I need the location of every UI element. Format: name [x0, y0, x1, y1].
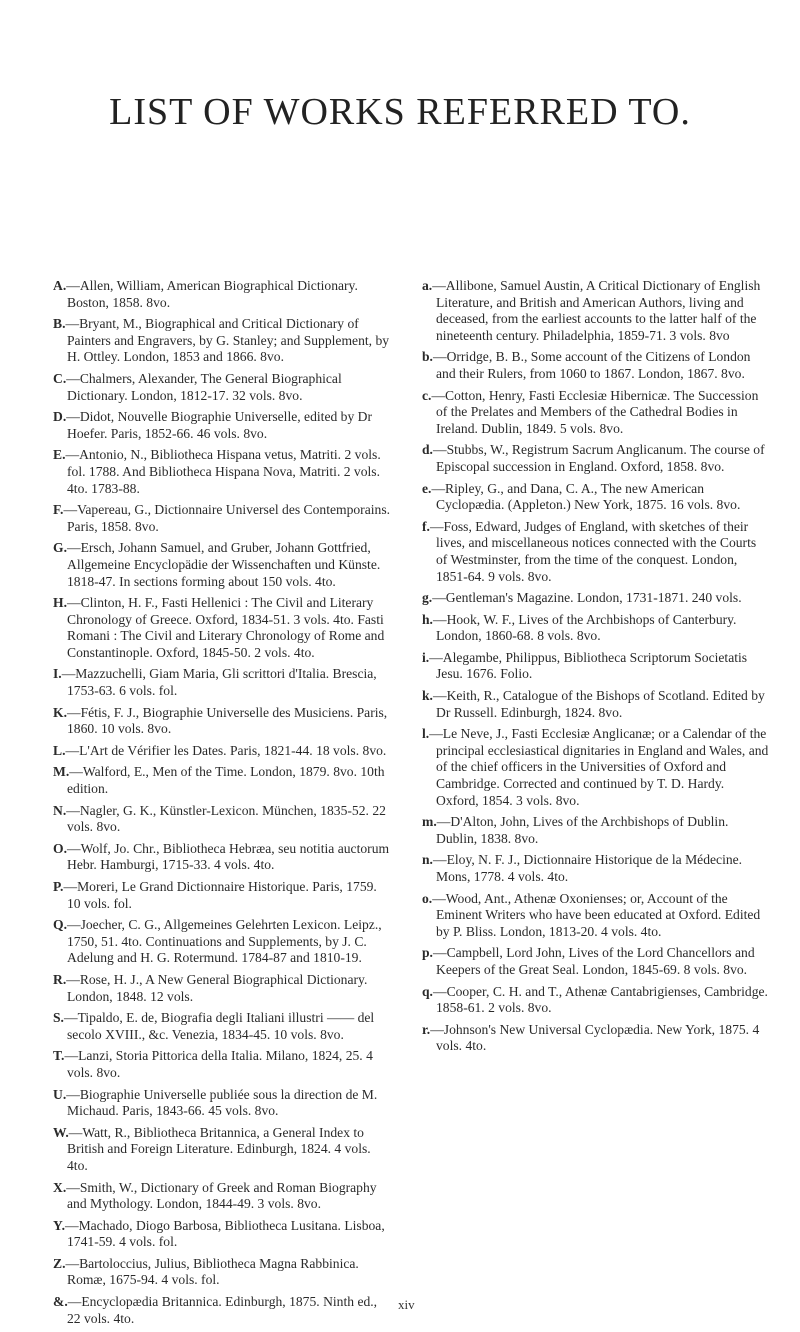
reference-key: W.: [53, 1124, 69, 1140]
reference-key: S.: [53, 1010, 64, 1026]
reference-text: —Keith, R., Catalogue of the Bishops of Scotland. Edited by Dr Russell. Edinburgh, 1824. 8vo.: [432, 688, 765, 720]
reference-entry: [422, 442, 770, 475]
reference-key: D.: [53, 409, 67, 425]
reference-entry: [53, 1048, 393, 1081]
reference-entry: [53, 1256, 393, 1289]
reference-key: p.: [422, 945, 433, 961]
reference-key: U.: [53, 1086, 67, 1102]
reference-text: —Nagler, G. K., Künstler-Lexicon. München, 1835-52. 22 vols. 8vo.: [66, 802, 386, 835]
reference-entry: [422, 726, 770, 809]
reference-entry: [53, 502, 393, 535]
reference-text: —Hook, W. F., Lives of the Archbishops of Canterbury. London, 1860-68. 8 vols. 8vo.: [432, 611, 737, 644]
reference-key: b.: [422, 349, 433, 365]
reference-key: X.: [53, 1179, 67, 1195]
reference-entry: [53, 803, 393, 836]
reference-key: r.: [422, 1021, 431, 1037]
reference-entry: [422, 852, 770, 885]
reference-key: h.: [422, 611, 433, 627]
reference-key: &.: [53, 1294, 68, 1310]
reference-key: Y.: [53, 1217, 65, 1233]
reference-entry: [53, 540, 393, 590]
reference-text: —Moreri, Le Grand Dictionnaire Historique. Paris, 1759. 10 vols. fol.: [63, 879, 377, 911]
reference-entry: [422, 984, 770, 1017]
reference-key: M.: [53, 764, 70, 780]
reference-entry: [422, 388, 770, 438]
reference-key: I.: [53, 666, 62, 682]
reference-text: —Campbell, Lord John, Lives of the Lord Chancellors and Keepers of the Great Seal. London, 1845-69. 8 vols. 8vo.: [432, 945, 755, 977]
reference-text: —Joecher, C. G., Allgemeines Gelehrten Lexicon. Leipz., 1750, 51. 4to. Continuations and Supplements, by J. C. Adelung and H. G. Rotermund. 1784-87 and 1810-19.: [66, 917, 382, 966]
page-number: xiv: [398, 1297, 415, 1312]
reference-text: —Allen, William, American Biographical Dictionary. Boston, 1858. 8vo.: [66, 278, 358, 310]
reference-entry: [53, 316, 393, 366]
reference-text: —Chalmers, Alexander, The General Biographical Dictionary. London, 1812-17. 32 vols. 8vo.: [66, 370, 342, 403]
reference-text: —Walford, E., Men of the Time. London, 1879. 8vo. 10th edition.: [67, 764, 385, 797]
reference-key: e.: [422, 480, 432, 496]
reference-key: G.: [53, 540, 67, 556]
reference-text: —Ersch, Johann Samuel, and Gruber, Johann Gottfried, Allgemeine Encyclopädie der Wissenchaften und Künste. 1818-47. In sections forming about 150 vols. 4to.: [66, 540, 381, 589]
reference-entry: [422, 481, 770, 514]
reference-entry: [422, 349, 770, 382]
reference-key: C.: [53, 370, 67, 386]
reference-entry: [53, 1010, 393, 1043]
reference-text: —Vapereau, G., Dictionnaire Universel des Contemporains. Paris, 1858. 8vo.: [63, 502, 391, 534]
reference-key: a.: [422, 278, 433, 293]
reference-text: —D'Alton, John, Lives of the Archbishops of Dublin. Dublin, 1838. 8vo.: [436, 814, 729, 846]
reference-text: —Le Neve, J., Fasti Ecclesiæ Anglicanæ; or a Calendar of the principal ecclesiastical dignitaries in England and Wales, and of the chief officers in the Universities of Oxford and Cambridge. Corrected and continued by T. D. Hardy. Oxford, 1854. 3 vols. 8vo.: [429, 726, 769, 808]
reference-entry: [422, 688, 770, 721]
reference-entry: [422, 650, 770, 683]
reference-entry: [422, 519, 770, 585]
reference-entry: [422, 814, 770, 847]
reference-entry: [53, 879, 393, 912]
reference-entry: [53, 917, 393, 967]
reference-key: i.: [422, 649, 430, 665]
reference-key: m.: [422, 814, 437, 830]
reference-key: k.: [422, 688, 433, 704]
reference-key: N.: [53, 802, 67, 818]
reference-text: —Johnson's New Universal Cyclopædia. New York, 1875. 4 vols. 4to.: [430, 1021, 760, 1054]
reference-entry: [422, 612, 770, 645]
left-column: [53, 278, 393, 1332]
reference-key: l.: [422, 726, 430, 742]
reference-key: Q.: [53, 917, 67, 933]
reference-key: H.: [53, 595, 67, 611]
reference-entry: [53, 1180, 393, 1213]
reference-text: —Biographie Universelle publiée sous la direction de M. Michaud. Paris, 1843-66. 45 vols. 8vo.: [66, 1086, 378, 1119]
reference-entry: [53, 666, 393, 699]
reference-entry: [53, 841, 393, 874]
reference-key: o.: [422, 890, 433, 906]
reference-entry: [422, 945, 770, 978]
reference-text: —Bartoloccius, Julius, Bibliotheca Magna Rabbinica. Romæ, 1675-94. 4 vols. fol.: [65, 1255, 359, 1288]
reference-text: —Bryant, M., Biographical and Critical Dictionary of Painters and Engravers, by G. Stanley; and Supplement, by H. Ottley. London, 1853 and 1866. 8vo.: [65, 316, 390, 365]
reference-text: —L'Art de Vérifier les Dates. Paris, 1821-44. 18 vols. 8vo.: [65, 742, 387, 758]
reference-entry: [53, 1125, 393, 1175]
reference-key: B.: [53, 316, 66, 332]
reference-entry: [53, 595, 393, 661]
reference-text: —Wolf, Jo. Chr., Bibliotheca Hebræa, seu notitia auctorum Hebr. Hamburgi, 1715-33. 4 vols. 4to.: [66, 840, 390, 873]
reference-text: —Eloy, N. F. J., Dictionnaire Historique de la Médecine. Mons, 1778. 4 vols. 4to.: [432, 852, 743, 884]
reference-entry: [53, 972, 393, 1005]
reference-entry: [422, 590, 770, 607]
reference-text: —Gentleman's Magazine. London, 1731-1871. 240 vols.: [432, 590, 742, 606]
reference-text: —Fétis, F. J., Biographie Universelle des Musiciens. Paris, 1860. 10 vols. 8vo.: [66, 704, 388, 737]
reference-key: d.: [422, 442, 433, 458]
reference-text: —Machado, Diogo Barbosa, Bibliotheca Lusitana. Lisboa, 1741-59. 4 vols. fol.: [64, 1217, 385, 1250]
reference-entry: [422, 1022, 770, 1055]
reference-text: —Cotton, Henry, Fasti Ecclesiæ Hibernicæ. The Succession of the Prelates and Members of the Cathedral Bodies in Ireland. Dublin, 1849. 5 vols. 8vo.: [431, 387, 759, 436]
reference-key: O.: [53, 840, 67, 856]
reference-key: c.: [422, 387, 432, 403]
reference-text: —Smith, W., Dictionary of Greek and Roman Biography and Mythology. London, 1844-49. 3 vols. 8vo.: [66, 1179, 377, 1212]
reference-entry: [53, 1087, 393, 1120]
reference-entry: [53, 764, 393, 797]
reference-text: —Ripley, G., and Dana, C. A., The new American Cyclopædia. (Appleton.) New York, 1875. 16 vols. 8vo.: [431, 480, 741, 513]
reference-text: —Foss, Edward, Judges of England, with sketches of their lives, and miscellaneous notices connected with the Courts of Westminster, from the time of the conquest. London, 1851-64. 9 vols. 8vo.: [429, 518, 757, 584]
reference-key: n.: [422, 852, 433, 868]
reference-text: —Didot, Nouvelle Biographie Universelle, edited by Dr Hoefer. Paris, 1852-66. 46 vols. 8vo.: [66, 409, 373, 441]
reference-entry: [53, 278, 393, 311]
reference-key: F.: [53, 502, 64, 518]
reference-entry: [422, 891, 770, 941]
reference-entry: [422, 278, 770, 344]
reference-key: T.: [53, 1048, 65, 1064]
reference-key: K.: [53, 704, 67, 720]
reference-key: Z.: [53, 1255, 66, 1271]
reference-text: —Lanzi, Storia Pittorica della Italia. Milano, 1824, 25. 4 vols. 8vo.: [64, 1048, 373, 1080]
reference-text: —Stubbs, W., Registrum Sacrum Anglicanum. The course of Episcopal succession in England. Oxford, 1858. 8vo.: [432, 442, 765, 474]
reference-entry: [53, 705, 393, 738]
reference-text: —Allibone, Samuel Austin, A Critical Dictionary of English Literature, and British and American Authors, living and deceased, from the earliest accounts to the latter half of the nineteenth century. Philadelphia, 1859-71. 3 vols. 8vo: [432, 278, 761, 343]
reference-entry: [53, 409, 393, 442]
reference-key: E.: [53, 447, 66, 463]
right-column: [422, 278, 770, 1060]
reference-text: —Clinton, H. F., Fasti Hellenici : The Civil and Literary Chronology of Greece. Oxford, 1834-51. 3 vols. 4to. Fasti Romani : The Civil and Literary Chronology of Rome and Constantinople. Oxford, 1845-50. 2 vols. 4to.: [66, 595, 385, 660]
reference-text: —Rose, H. J., A New General Biographical Dictionary. London, 1848. 12 vols.: [66, 971, 368, 1004]
reference-entry: [53, 371, 393, 404]
reference-entry: [53, 447, 393, 497]
reference-key: f.: [422, 518, 430, 534]
reference-text: —Mazzuchelli, Giam Maria, Gli scrittori d'Italia. Brescia, 1753-63. 6 vols. fol.: [61, 666, 377, 699]
reference-text: —Cooper, C. H. and T., Athenæ Cantabrigienses, Cambridge. 1858-61. 2 vols. 8vo.: [432, 983, 768, 1016]
reference-text: —Encyclopædia Britannica. Edinburgh, 1875. Ninth ed., 22 vols. 4to.: [67, 1294, 378, 1326]
reference-text: —Antonio, N., Bibliotheca Hispana vetus, Matriti. 2 vols. fol. 1788. And Bibliotheca Hispana Nova, Matriti. 2 vols. 4to. 1783-88.: [65, 447, 381, 496]
reference-text: —Orridge, B. B., Some account of the Citizens of London and their Rulers, from 1060 to 1867. London, 1867. 8vo.: [432, 349, 751, 381]
reference-key: A.: [53, 278, 67, 293]
reference-key: q.: [422, 983, 433, 999]
reference-key: g.: [422, 590, 433, 606]
reference-entry: [53, 1294, 393, 1327]
reference-text: —Watt, R., Bibliotheca Britannica, a General Index to British and Foreign Literature. Edinburgh, 1824. 4 vols. 4to.: [67, 1124, 371, 1173]
reference-text: —Wood, Ant., Athenæ Oxonienses; or, Account of the Eminent Writers who have been educated at Oxford. Edited by P. Bliss. London, 1813-20. 4 vols. 4to.: [432, 890, 761, 939]
reference-entry: [53, 1218, 393, 1251]
reference-key: L.: [53, 742, 66, 758]
reference-entry: [53, 743, 393, 760]
reference-key: P.: [53, 879, 64, 894]
reference-text: —Alegambe, Philippus, Bibliotheca Scriptorum Societatis Jesu. 1676. Folio.: [429, 649, 748, 682]
reference-key: R.: [53, 971, 67, 987]
reference-text: —Tipaldo, E. de, Biografia degli Italiani illustri —— del secolo XVIII., &c. Venezia, 1834-45. 10 vols. 8vo.: [63, 1010, 375, 1042]
page-title: LIST OF WORKS REFERRED TO.: [109, 91, 691, 133]
